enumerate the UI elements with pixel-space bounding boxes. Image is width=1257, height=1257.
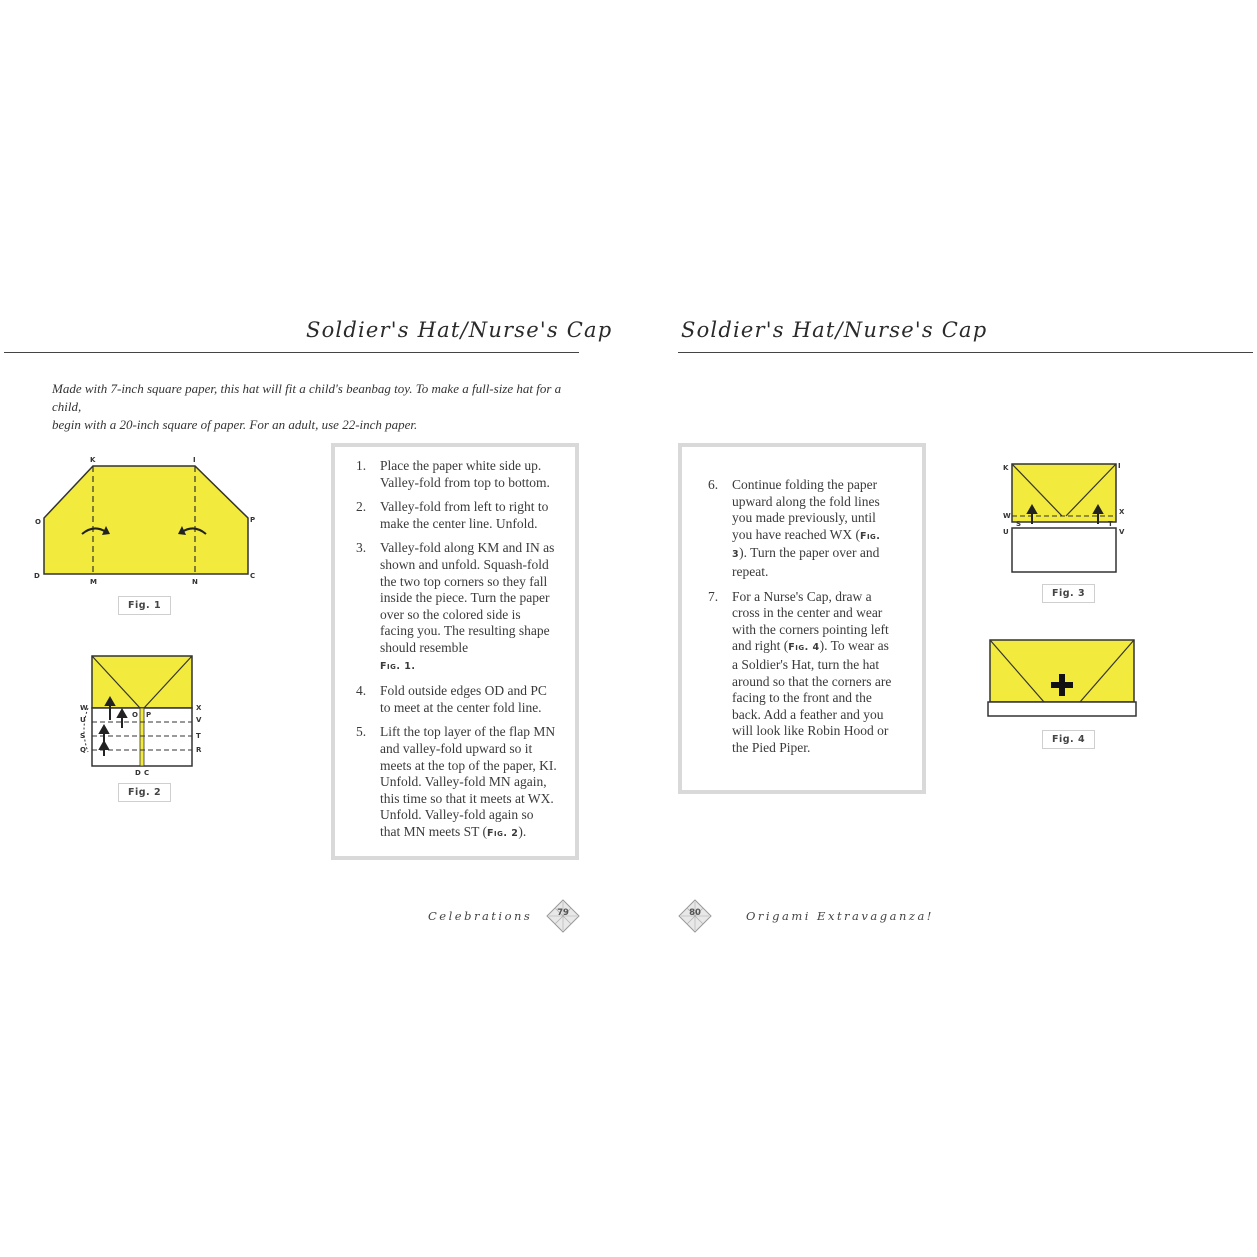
fig2-center-strip [140,708,144,766]
step-1: 1. Place the paper white side up. Valley-fold from top to bottom. [356,458,550,490]
left-title-rule [4,352,579,353]
fig1-label-c: C [250,572,256,580]
fig1-label: Fig. 1 [118,596,171,615]
fig2-label-o: O [132,711,138,719]
fig1-diagram [30,452,265,588]
left-steps-box [331,443,579,860]
fig2-label: Fig. 2 [118,783,171,802]
fig2-yellow-area [92,656,192,708]
fig3-label-u: U [1003,528,1009,536]
fig3-label-s: S [1016,520,1022,528]
step-3-fig-ref: Fig. 1. [380,660,416,672]
fig1-label-d: D [34,572,40,580]
step-3: 3. Valley-fold along KM and IN as shown and unfold. Squash-fold the two top corners so they fall inside the piece. Turn the paper over so the colored side is facing you. The resulting shape should resemble Fig. 1. [356,540,555,672]
step-5: 5. Lift the top layer of the flap MN and valley-fold upward so it meets at the top of the paper, KI. Unfold. Valley-fold MN again, this time so that it meets at WX. Unfold. Valley-fold again so that MN meets ST (Fig. 2). [356,724,557,839]
left-steps-list [356,458,557,842]
fig1-label-p: P [250,516,256,524]
fig1-label-i: I [193,456,196,464]
step-6-fig-ref: Fig. 3 [732,530,881,561]
fig2-label-r: R [196,746,202,754]
fig4-brim [988,702,1136,716]
left-page-title: Soldier's Hat/Nurse's Cap [306,318,613,342]
fig2-label-p: P [146,711,152,719]
fig4-diagram [984,636,1140,722]
fig3-diagram [998,458,1130,578]
fig3-label-i: I [1118,462,1121,470]
fig3-label-t: T [1108,520,1113,528]
fig2-label-x: X [196,704,202,712]
fig1-paper [44,466,248,574]
fig3-label-v: V [1119,528,1125,536]
step-2: 2. Valley-fold from left to right to make the center line. Unfold. [356,499,549,531]
step-4: 4. Fold outside edges OD and PC to meet at the center fold line. [356,683,547,715]
fig1-label-k: K [90,456,96,464]
page-number-79: 79 [557,908,569,918]
intro-line-1: Made with 7-inch square paper, this hat will fit a child's beanbag toy. To make a full-size hat for a child, [52,381,562,414]
page-number-80: 80 [689,908,701,918]
fig2-label-u: U [80,716,86,724]
right-footer-text: Origami Extravaganza! [746,909,934,923]
fig3-label-w: W [1003,512,1011,520]
fig3-label: Fig. 3 [1042,584,1095,603]
fig3-label-k: K [1003,464,1009,472]
fig2-label-t: T [196,732,201,740]
fig2-label-v: V [196,716,202,724]
fig2-diagram [74,652,214,778]
right-steps-box [678,443,926,794]
left-footer-text: Celebrations [428,909,533,923]
intro-line-2: begin with a 20-inch square of paper. For an adult, use 22-inch paper. [52,417,418,432]
step-6: 6. Continue folding the paper upward along the fold lines you made previously, until you have reached WX (Fig. 3). Turn the paper over and repeat. [708,477,881,579]
fig2-label-c: C [144,769,150,777]
fig1-label-n: N [192,578,198,586]
fig2-label-q: Q [80,746,86,754]
right-title-rule [678,352,1253,353]
step-5-fig-ref: Fig. 2 [487,827,519,839]
fig2-label-w: W [80,704,88,712]
fig4-label: Fig. 4 [1042,730,1095,749]
fig2-label-d: D [135,769,141,777]
intro-text [52,380,572,434]
fig2-label-s: S [80,732,86,740]
right-steps-list [708,477,892,757]
page-79-badge [546,899,580,933]
step-7-fig-ref: Fig. 4 [788,642,820,654]
step-7: 7. For a Nurse's Cap, draw a cross in the center and wear with the corners pointing left and right (Fig. 4). To wear as a Soldier's Hat, turn the hat around so that the corners are facing to the front and the back. Add a feather and you will look like Robin Hood or the Pied Piper. [708,588,892,755]
right-page-title: Soldier's Hat/Nurse's Cap [681,318,988,342]
fig1-label-o: O [35,518,41,526]
fig1-label-m: M [90,578,97,586]
page-80-badge [678,899,712,933]
fig3-label-x: X [1119,508,1125,516]
fig3-white-area [1012,528,1116,572]
